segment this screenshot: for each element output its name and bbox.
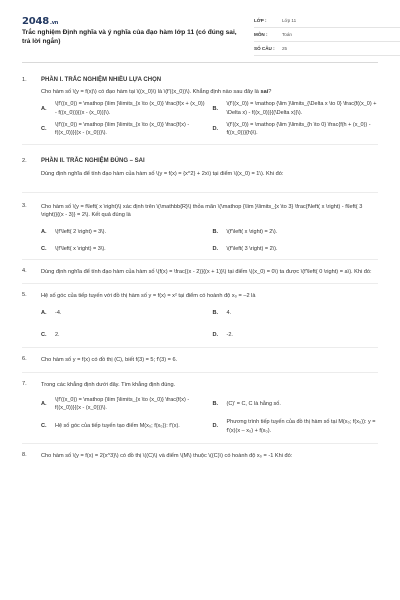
options-grid: [41, 100, 378, 137]
divider: [22, 259, 378, 260]
header: [22, 0, 378, 63]
option-c[interactable]: [41, 418, 207, 435]
option-a[interactable]: [41, 100, 207, 117]
question-text-main: Cho hàm số \(y = f(x)\) có đạo hàm tại \((x_0)\) là \(f'((x_0))\). Khẳng định nào sau đây là: [41, 89, 259, 95]
option-letter: A.: [41, 400, 47, 407]
question-6: [22, 356, 378, 364]
question-text: Trong các khẳng định dưới đây. Tìm khẳng định đúng.: [41, 382, 176, 389]
option-c[interactable]: [41, 121, 207, 138]
question-number: 6.: [22, 355, 27, 362]
option-text: \(f'((x_0)) = \mathop {\lim }\limits_{x \to (x_0)} \frac{f(x) - f((x_0))}{(x - (x_0))}\).: [55, 122, 190, 137]
meta-value: Lớp 11: [282, 18, 297, 23]
question-text: Dùng định nghĩa để tính đạo hàm của hàm số \(y = f(x) = {x^2} + 2x\) tại điểm \((x_0) = 1\). Khi đó:: [41, 170, 284, 177]
section-number: 2.: [22, 158, 27, 165]
option-d[interactable]: [213, 245, 379, 253]
option-a[interactable]: [41, 396, 207, 413]
option-text: Hệ số góc của tiếp tuyến tạo điểm M(x₀; f(x₀)): f'(x).: [55, 423, 180, 430]
option-letter: C.: [41, 423, 47, 430]
option-text: \(f'\left( 3 \right) = 2\).: [226, 246, 278, 253]
option-text: \(f'\left( 2 \right) = 3\).: [55, 228, 107, 235]
question-number: 3.: [22, 203, 27, 209]
meta-row-class: [254, 14, 400, 28]
option-b[interactable]: [213, 309, 379, 317]
option-letter: A.: [41, 228, 47, 235]
option-b[interactable]: [213, 228, 379, 236]
option-text: -4.: [55, 310, 62, 317]
divider: [22, 443, 378, 444]
logo-text: 2048: [22, 16, 50, 27]
meta-key: LỚP :: [254, 18, 267, 23]
meta-value: 25: [282, 46, 288, 51]
section-heading: [22, 155, 378, 168]
option-text: 4.: [226, 310, 232, 317]
meta-row-count: [254, 42, 400, 56]
option-letter: A.: [41, 105, 47, 112]
option-text: (C)' = C, C là hằng số.: [226, 400, 281, 407]
meta-row-subject: [254, 28, 400, 42]
question-number: [22, 88, 41, 96]
divider: [22, 372, 378, 373]
logo-suffix: .vn: [50, 20, 59, 26]
option-text: \(f'((x_0)) = \mathop {\lim }\limits_{x \to (x_0)} \frac{f(x) - f((x_0))}{(x - (x_0))}\).: [55, 396, 190, 411]
question-text: Cho hàm số y = f(x) có đồ thị (C), biết f(3) = 5; f'(3) = 6.: [41, 356, 178, 363]
option-c[interactable]: [41, 331, 207, 339]
meta-key: SỐ CÂU :: [254, 46, 275, 51]
question-2: [22, 170, 378, 178]
option-letter: D.: [212, 423, 219, 430]
option-letter: B.: [212, 310, 219, 317]
question-emphasis: sai: [260, 89, 269, 95]
meta-value: Toán: [282, 32, 292, 37]
option-text: 2.: [55, 331, 60, 338]
question-number: 8.: [22, 451, 27, 458]
option-letter: B.: [212, 400, 219, 407]
option-text: -2.: [226, 331, 233, 338]
option-letter: C.: [41, 126, 47, 133]
question-number: 5.: [22, 291, 27, 298]
question-1: [22, 88, 378, 96]
divider: [22, 192, 378, 193]
question-text: Cho hàm số \(y = f\left( x \right)\) xác định trên \(\mathbb{R}\) thỏa mãn \(\mathop {\lim }\limits_{x \to 3} \frac{f\left( x \right) - f\left( 3 \right)}{(x - 3)} = 2\). Kết quả đúng là: [41, 204, 363, 219]
option-text: \(f'\left( x \right) = 2\).: [226, 228, 278, 235]
page-title: Trắc nghiệm Định nghĩa và ý nghĩa của đạo hàm lớp 11 (có đúng sai, trả lời ngắn): [22, 29, 237, 45]
options-grid: [41, 396, 378, 435]
option-d[interactable]: [213, 331, 379, 339]
question-number: [22, 170, 41, 178]
option-a[interactable]: [41, 228, 207, 236]
section-title: PHẦN I. TRẮC NGHIỆM NHIỀU LỰA CHỌN: [41, 76, 162, 83]
option-b[interactable]: [213, 396, 379, 413]
option-c[interactable]: [41, 245, 207, 253]
question-8: [22, 452, 378, 460]
site-logo[interactable]: [22, 16, 58, 27]
option-letter: C.: [41, 246, 47, 253]
meta-info: [254, 14, 400, 56]
question-4: [22, 268, 378, 276]
option-letter: D.: [212, 246, 219, 253]
option-letter: A.: [41, 310, 47, 317]
meta-key: MÔN :: [254, 32, 268, 37]
option-d[interactable]: [213, 121, 379, 138]
option-d[interactable]: [213, 418, 379, 435]
option-text: \(f'((x_0)) = \mathop {\lim }\limits_{x \to (x_0)} \frac{f(x + (x_0)) - f((x_0))}{(x - (x_0))}\).: [55, 101, 205, 116]
divider: [22, 283, 378, 284]
question-3: [22, 203, 378, 220]
options-grid: [41, 228, 378, 254]
question-number: 7.: [22, 381, 27, 388]
option-text: \(f'((x_0)) = \mathop {\lim }\limits_{\Delta x \to 0} \frac{f((x_0) + \Delta x) - f((x_0))}{(\Delta x)}\).: [226, 101, 377, 116]
option-letter: D.: [212, 331, 219, 338]
divider: [22, 347, 378, 348]
question-7: [22, 381, 378, 389]
question-text: Hệ số góc của tiếp tuyến với đồ thị hàm số y = f(x) = x² tại điểm có hoành độ x₀ = –2 là: [41, 292, 256, 299]
option-letter: B.: [212, 228, 219, 235]
option-letter: B.: [212, 105, 219, 112]
options-grid: [41, 309, 378, 339]
option-text: \(f'\left( x \right) = 3\).: [55, 246, 106, 253]
question-5: [22, 292, 378, 300]
section-heading: [22, 73, 378, 86]
option-b[interactable]: [213, 100, 379, 117]
question-text: Dùng định nghĩa để tính đạo hàm của hàm số \(f(x) = \frac{(x - 2)}{(x + 1)}\) tại điểm \((x_0) = 0\) ta được \(f'\left( 0 \right) = a\). Khi đó:: [41, 269, 372, 276]
option-letter: C.: [41, 331, 47, 338]
question-text-end: ?: [268, 89, 272, 95]
option-letter: D.: [212, 126, 219, 133]
section-title: PHẦN II. TRẮC NGHIỆM ĐÚNG – SAI: [41, 158, 145, 165]
question-text: [41, 88, 378, 96]
section-number: 1.: [22, 76, 27, 83]
option-a[interactable]: [41, 309, 207, 317]
option-text: Phương trình tiếp tuyến của đồ thị hàm số tại M(x₀; f(x₀)): y = f'(x)(x – x₀) + f(x₀).: [226, 419, 376, 434]
question-number: 4.: [22, 268, 27, 275]
divider: [22, 144, 378, 145]
option-text: \(f'((x_0)) = \mathop {\lim }\limits_{h \to 0} \frac{f(h + (x_0)) - f((x_0))}{h}\).: [226, 122, 371, 137]
question-text: Cho hàm số \(y = f(x) = 2{x^3}\) có đồ thị \((C)\) và điểm \(M\) thuộc \((C)\) có hoành độ x₀ = -1 Khi đó:: [41, 452, 293, 459]
